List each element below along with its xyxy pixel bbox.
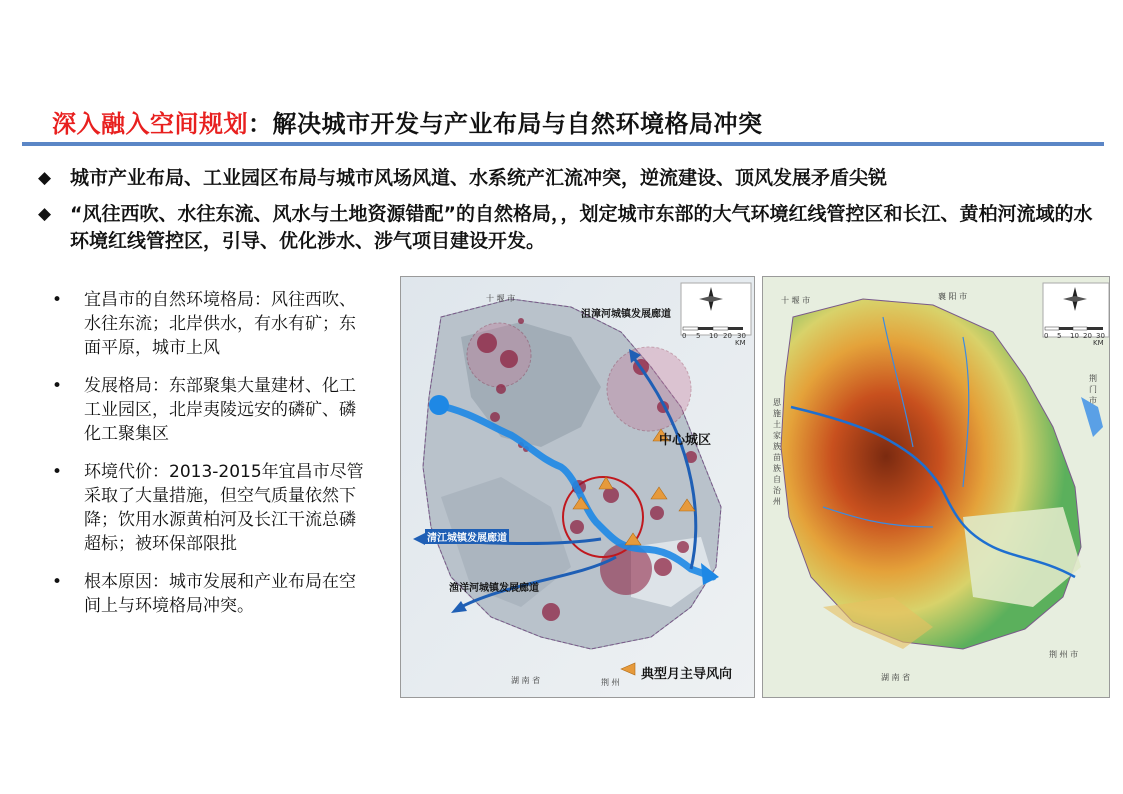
key-point <box>38 201 1108 255</box>
list-item-text: 环境代价：2013-2015年宜昌市尽管采取了大量措施，但空气质量依然下降；饮用水源黄柏河及长江干流总磷超标；被环保部限批 <box>84 462 364 554</box>
scale-tick: 0 <box>1044 332 1049 340</box>
label-corridor-south: 渔洋河城镇发展廊道 <box>449 583 539 594</box>
title-rest: ：解决城市开发与产业布局与自然环境格局冲突 <box>248 110 763 138</box>
label-legend-wind: 典型月主导风向 <box>641 667 733 682</box>
dot-bullet-icon: • <box>52 462 63 482</box>
scale-tick: 0 <box>682 332 687 340</box>
place-south: 湖 南 省 <box>881 673 911 682</box>
list-item <box>50 288 370 360</box>
dot-bullet-icon: • <box>52 376 63 396</box>
scale-bar <box>683 327 743 330</box>
corridor-map-graphic <box>401 277 755 698</box>
key-point-text: 城市产业布局、工业园区布局与城市风场风道、水系统产汇流冲突，逆流建设、顶风发展矛盾尖锐 <box>70 167 888 189</box>
diamond-bullet-icon: ◆ <box>38 204 52 224</box>
bullet-list <box>50 288 370 632</box>
place-southeast: 荆 州 市 <box>1049 650 1079 659</box>
place-north-west: 十 堰 市 <box>781 296 811 305</box>
place-north: 十 堰 市 <box>486 294 516 303</box>
place-north-east: 襄 阳 市 <box>938 292 968 301</box>
elevation-map-graphic <box>763 277 1110 698</box>
scale-tick: 5 <box>1057 332 1062 340</box>
label-center-city: 中心城区 <box>659 433 712 448</box>
scale-tick: 20 <box>1083 332 1092 340</box>
diamond-bullet-icon: ◆ <box>38 168 52 188</box>
corridor-map <box>400 276 755 698</box>
key-points <box>38 165 1108 264</box>
elevation-map <box>762 276 1110 698</box>
title-highlight: 深入融入空间规划 <box>52 110 248 138</box>
list-item <box>50 460 370 556</box>
title-divider <box>22 142 1104 146</box>
key-point <box>38 165 1108 192</box>
scale-tick: 5 <box>696 332 701 340</box>
scale-bar <box>1045 327 1103 330</box>
place-south: 湖 南 省 <box>511 676 541 685</box>
scale-tick: 10 <box>709 332 718 340</box>
list-item-text: 宜昌市的自然环境格局：风往西吹、水往东流；北岸供水，有水有矿；东面平原，城市上风 <box>84 290 356 358</box>
list-item-text: 发展格局：东部聚集大量建材、化工工业园区，北岸夷陵远安的磷矿、磷化工聚集区 <box>84 376 356 444</box>
page-title <box>52 104 763 139</box>
label-corridor-west: 清江城镇发展廊道 <box>425 529 509 544</box>
place-east: 荆 门 市 <box>1089 374 1097 405</box>
scale-unit: KM <box>735 339 746 347</box>
place-west: 恩 施 土 家 族 苗 族 自 治 州 <box>773 398 781 506</box>
list-item-text: 根本原因：城市发展和产业布局在空间上与环境格局冲突。 <box>84 572 356 616</box>
scale-tick: 30 <box>1096 332 1105 340</box>
list-item <box>50 570 370 618</box>
list-item <box>50 374 370 446</box>
scale-tick: 20 <box>723 332 732 340</box>
scale-tick: 30 <box>737 332 746 340</box>
label-corridor-top: 沮漳河城镇发展廊道 <box>581 309 671 320</box>
dot-bullet-icon: • <box>52 572 63 592</box>
industry-cluster <box>467 323 531 387</box>
industry-cluster <box>607 347 691 431</box>
scale-tick: 10 <box>1070 332 1079 340</box>
river-source-marker <box>429 395 449 415</box>
scale-unit: KM <box>1093 339 1104 347</box>
dot-bullet-icon: • <box>52 290 63 310</box>
place-southeast: 荆 州 <box>601 678 620 687</box>
key-point-text: “风往西吹、水往东流、风水与土地资源错配”的自然格局，，划定城市东部的大气环境红线管控区和长江、黄柏河流域的水环境红线管控区，引导、优化涉水、涉气项目建设开发。 <box>70 203 1093 252</box>
